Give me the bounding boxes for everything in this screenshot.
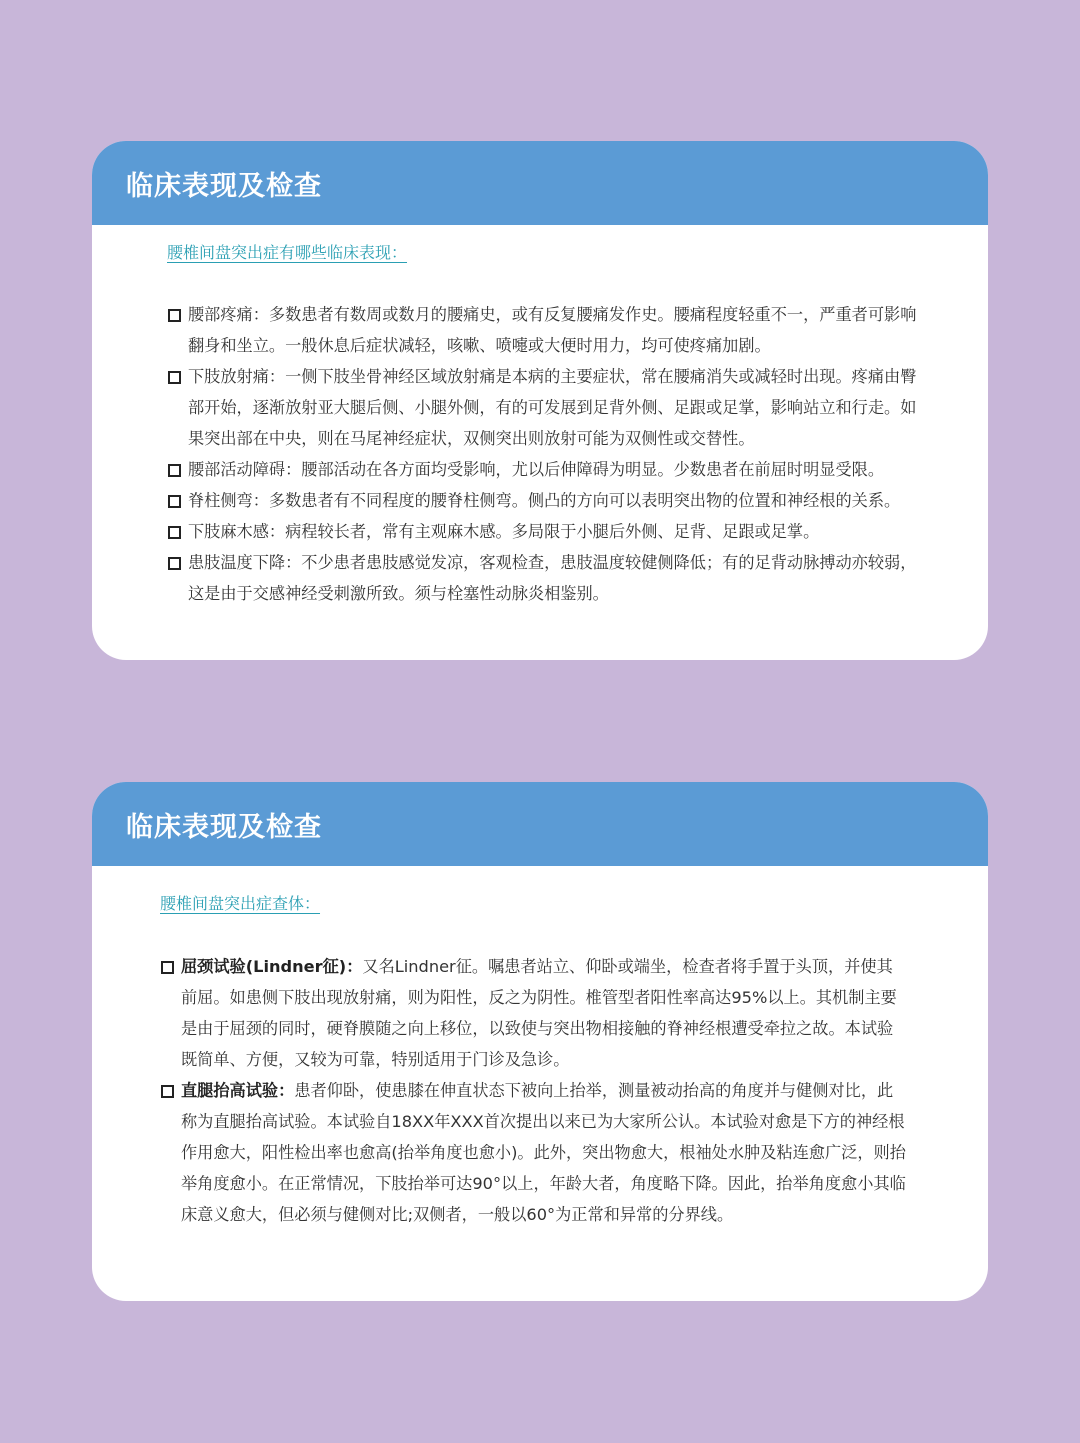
clinical-symptoms-card — [92, 141, 988, 660]
list-item — [167, 547, 918, 609]
card-title: 临床表现及检查 — [126, 170, 322, 202]
list-item — [167, 485, 918, 516]
checkbox-bullet-icon — [161, 961, 174, 974]
symptom-list — [167, 299, 918, 609]
checkbox-bullet-icon — [161, 1085, 174, 1098]
checkbox-bullet-icon — [168, 309, 181, 322]
list-item — [160, 1075, 908, 1230]
card-header — [92, 782, 988, 866]
item-text: 患者仰卧，使患膝在伸直状态下被向上抬举，测量被动抬高的角度并与健侧对比，此称为直腿抬高试验。本试验自18XX年XXX首次提出以来已为大家所公认。本试验对愈是下方的神经根作用愈大，阳性检出率也愈高(抬举角度也愈小)。此外，突出物愈大，根袖处水肿及粘连愈广泛，则抬举角度愈小。在正常情况，下肢抬举可达90°以上，年龄大者，角度略下降。因此，抬举角度愈小其临床意义愈大，但必须与健侧对比;双侧者，一般以60°为正常和异常的分界线。 — [181, 1081, 906, 1224]
list-item — [167, 361, 918, 454]
checkbox-bullet-icon — [168, 464, 181, 477]
exam-list — [160, 951, 908, 1230]
item-label: 屈颈试验(Lindner征)： — [181, 957, 363, 976]
item-text: 下肢麻木感：病程较长者，常有主观麻木感。多局限于小腿后外侧、足背、足跟或足掌。 — [188, 522, 820, 541]
item-text: 脊柱侧弯：多数患者有不同程度的腰脊柱侧弯。侧凸的方向可以表明突出物的位置和神经根的关系。 — [188, 491, 901, 510]
list-item — [167, 454, 918, 485]
checkbox-bullet-icon — [168, 371, 181, 384]
section-subheading: 腰椎间盘突出症查体： — [160, 894, 321, 913]
item-text: 又名Lindner征。嘱患者站立、仰卧或端坐，检查者将手置于头顶，并使其前屈。如患侧下肢出现放射痛，则为阳性，反之为阴性。椎管型者阳性率高达95%以上。其机制主要是由于屈颈的同时，硬脊膜随之向上移位，以致使与突出物相接触的脊神经根遭受牵拉之故。本试验既简单、方便，又较为可靠，特别适用于门诊及急诊。 — [181, 957, 897, 1069]
list-item — [160, 951, 908, 1075]
checkbox-bullet-icon — [168, 557, 181, 570]
item-text: 患肢温度下降：不少患者患肢感觉发凉，客观检查，患肢温度较健侧降低；有的足背动脉搏动亦较弱，这是由于交感神经受刺激所致。须与栓塞性动脉炎相鉴别。 — [188, 553, 917, 603]
item-text: 下肢放射痛：一侧下肢坐骨神经区域放射痛是本病的主要症状，常在腰痛消失或减轻时出现。疼痛由臀部开始，逐渐放射亚大腿后侧、小腿外侧，有的可发展到足背外侧、足跟或足掌，影响站立和行走。如果突出部在中央，则在马尾神经症状，双侧突出则放射可能为双侧性或交替性。 — [188, 367, 917, 448]
card-title: 临床表现及检查 — [126, 811, 322, 843]
card-body — [92, 866, 988, 1230]
checkbox-bullet-icon — [168, 526, 181, 539]
list-item — [167, 299, 918, 361]
item-text: 腰部疼痛：多数患者有数周或数月的腰痛史，或有反复腰痛发作史。腰痛程度轻重不一，严重者可影响翻身和坐立。一般休息后症状减轻，咳嗽、喷嚏或大便时用力，均可使疼痛加剧。 — [188, 305, 917, 355]
card-body — [92, 225, 988, 609]
physical-exam-card — [92, 782, 988, 1301]
list-item — [167, 516, 918, 547]
checkbox-bullet-icon — [168, 495, 181, 508]
section-subheading: 腰椎间盘突出症有哪些临床表现： — [167, 243, 408, 262]
card-header — [92, 141, 988, 225]
item-label: 直腿抬高试验： — [181, 1081, 295, 1100]
item-text: 腰部活动障碍：腰部活动在各方面均受影响，尤以后伸障碍为明显。少数患者在前屈时明显受限。 — [188, 460, 885, 479]
